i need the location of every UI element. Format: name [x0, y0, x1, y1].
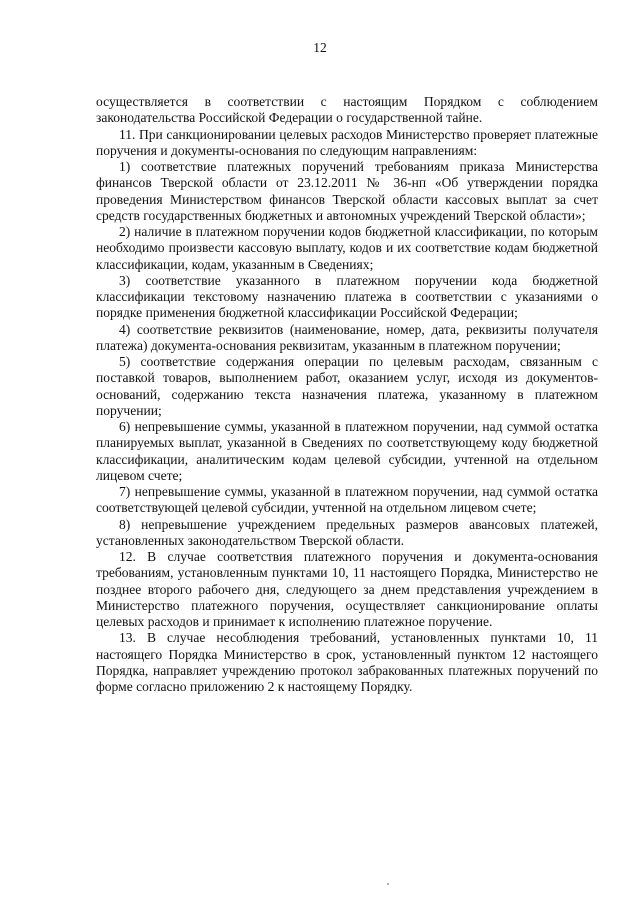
document-body [96, 94, 598, 695]
paragraph-item-12: 12. В случае соответствия платежного поручения и документа-основания требованиям, установленным пунктами 10, 11 настоящего Порядка, Министерство не позднее второго рабочего дня, следующего за днем представления учреждением в Министерство платежного поручения, осуществляет санкционирование оплаты целевых расходов и принимает к исполнению платежное поручение. [96, 549, 598, 629]
paragraph-subitem-2: 2) наличие в платежном поручении кодов бюджетной классификации, по которым необходимо произвести кассовую выплату, кодов и их соответствие кодам бюджетной классификации, кодам, указанным в Сведениях; [96, 224, 598, 272]
paragraph-subitem-4: 4) соответствие реквизитов (наименование, номер, дата, реквизиты получателя платежа) документа-основания реквизитам, указанным в платежном поручении; [96, 321, 598, 353]
paragraph-subitem-7: 7) непревышение суммы, указанной в платежном поручении, над суммой остатка соответствующей целевой субсидии, учтенной на отдельном лицевом счете; [96, 484, 598, 516]
paragraph-subitem-6: 6) непревышение суммы, указанной в платежном поручении, над суммой остатка планируемых выплат, указанной в Сведениях по соответствующему коду бюджетной классификации, аналитическим кодам целевой субсидии, учтенной на отдельном лицевом счете; [96, 419, 598, 483]
page-number: 12 [313, 40, 327, 55]
paragraph-item-13: 13. В случае несоблюдения требований, установленных пунктами 10, 11 настоящего Порядка Министерство в срок, установленный пунктом 12 настоящего Порядка, направляет учреждению протокол забракованных платежных поручений по форме согласно приложению 2 к настоящему Порядку. [96, 630, 598, 694]
paragraph-subitem-3: 3) соответствие указанного в платежном поручении кода бюджетной классификации текстовому назначению платежа в соответствии с указаниями о порядке применения бюджетной классификации Российской Федерации; [96, 272, 598, 321]
paragraph-subitem-5: 5) соответствие содержания операции по целевым расходам, связанным с поставкой товаров, выполнением работ, оказанием услуг, исходя из документов-оснований, содержанию текста назначения платежа, указанному в платежном поручении; [96, 354, 598, 418]
paragraph-subitem-1: 1) соответствие платежных поручений требованиям приказа Министерства финансов Тверской области от 23.12.2011 № 36-нп «Об утверждении порядка проведения Министерством финансов Тверской области кассовых выплат за счет средств государственных бюджетных и автономных учреждений Тверской области»; [96, 159, 598, 223]
paragraph-subitem-8: 8) непревышение учреждением предельных размеров авансовых платежей, установленных законодательством Тверской области. [96, 516, 598, 548]
paragraph-item-11: 11. При санкционировании целевых расходов Министерство проверяет платежные поручения и документы-основания по следующим направлениям: [96, 126, 598, 158]
scan-speck [387, 883, 389, 885]
paragraph-continuation: осуществляется в соответствии с настоящим Порядком с соблюдением законодательства Российской Федерации о государственной тайне. [96, 94, 598, 126]
